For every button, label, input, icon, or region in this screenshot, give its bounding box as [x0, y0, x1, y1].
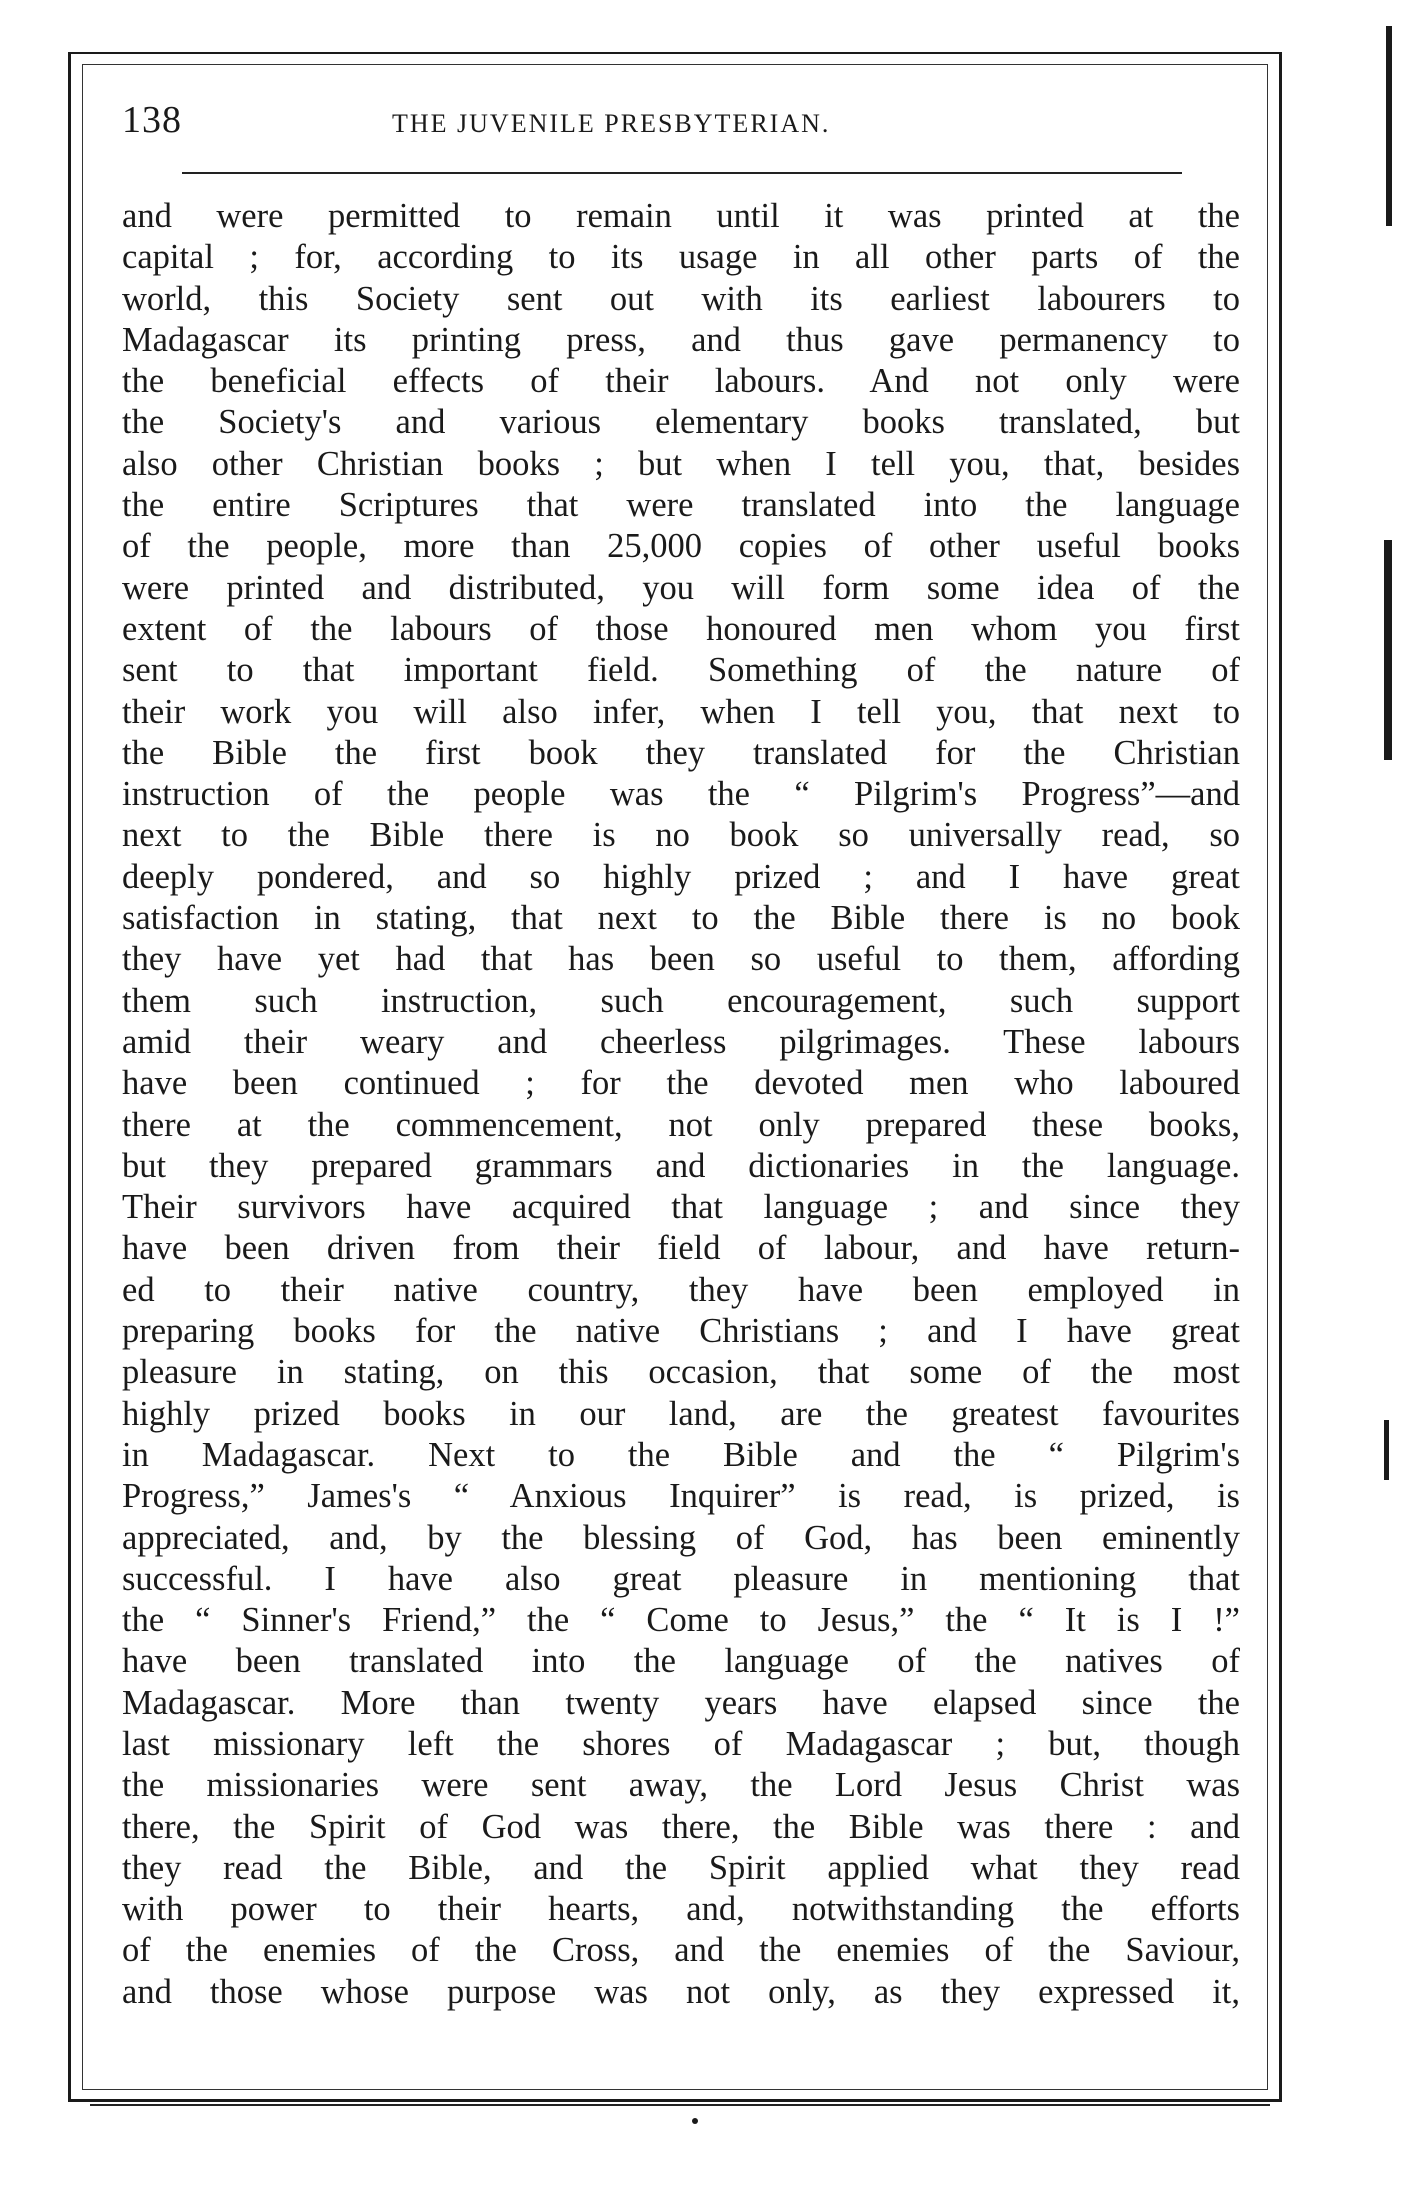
page-header: [122, 96, 1242, 156]
text-line: of the enemies of the Cross, and the enemies of the Saviour,: [122, 1931, 1240, 1970]
text-line: the “ Sinner's Friend,” the “ Come to Jesus,” the “ It is I !”: [122, 1601, 1240, 1640]
text-line: pleasure in stating, on this occasion, that some of the most: [122, 1353, 1240, 1392]
text-line: they read the Bible, and the Spirit applied what they read: [122, 1848, 1240, 1887]
text-line: last missionary left the shores of Madagascar ; but, though: [122, 1724, 1240, 1763]
text-line: also other Christian books ; but when I tell you, that, besides: [122, 444, 1240, 483]
text-line: the beneficial effects of their labours. And not only were: [122, 362, 1240, 401]
text-line: sent to that important field. Something of the nature of: [122, 651, 1240, 690]
text-line: preparing books for the native Christians ; and I have great: [122, 1312, 1240, 1351]
bottom-rule: [90, 2104, 1270, 2106]
text-line: there, the Spirit of God was there, the Bible was there : and: [122, 1807, 1240, 1846]
text-line: there at the commencement, not only prepared these books,: [122, 1105, 1240, 1144]
text-line: were printed and distributed, you will form some idea of the: [122, 568, 1240, 607]
text-line: world, this Society sent out with its earliest labourers to: [122, 279, 1240, 318]
text-line: but they prepared grammars and dictionaries in the language.: [122, 1146, 1240, 1185]
page-number: 138: [122, 99, 182, 141]
text-line: have been translated into the language of the natives of: [122, 1642, 1240, 1681]
text-line: capital ; for, according to its usage in all other parts of the: [122, 238, 1240, 277]
text-line: successful. I have also great pleasure in mentioning that: [122, 1559, 1240, 1598]
text-line: the Bible the first book they translated for the Christian: [122, 733, 1240, 772]
text-line: appreciated, and, by the blessing of God, has been eminently: [122, 1518, 1240, 1557]
text-line: Madagascar its printing press, and thus gave permanency to: [122, 320, 1240, 359]
text-line: deeply pondered, and so highly prized ; and I have great: [122, 857, 1240, 896]
scan-speck: [692, 2118, 698, 2124]
text-line: of the people, more than 25,000 copies of other useful books: [122, 527, 1240, 566]
text-line: extent of the labours of those honoured men whom you first: [122, 609, 1240, 648]
text-line: next to the Bible there is no book so universally read, so: [122, 816, 1240, 855]
text-line: them such instruction, such encouragement, such support: [122, 981, 1240, 1020]
text-line: their work you will also infer, when I tell you, that next to: [122, 692, 1240, 731]
scan-edge-mark: [1386, 26, 1392, 226]
text-line: with power to their hearts, and, notwithstanding the efforts: [122, 1890, 1240, 1929]
running-title: THE JUVENILE PRESBYTERIAN.: [392, 109, 831, 138]
text-line: have been continued ; for the devoted men who laboured: [122, 1064, 1240, 1103]
text-line: satisfaction in stating, that next to the Bible there is no book: [122, 899, 1240, 938]
text-line: the Society's and various elementary books translated, but: [122, 403, 1240, 442]
scan-edge-mark: [1384, 540, 1392, 760]
text-line: and were permitted to remain until it was printed at the: [122, 197, 1240, 235]
text-line: the missionaries were sent away, the Lord Jesus Christ was: [122, 1766, 1240, 1805]
article-body: [122, 196, 1240, 2013]
text-line: highly prized books in our land, are the greatest favourites: [122, 1394, 1240, 1433]
text-line: they have yet had that has been so useful to them, affording: [122, 940, 1240, 979]
scan-edge-mark: [1384, 1420, 1389, 1480]
text-line: amid their weary and cheerless pilgrimages. These labours: [122, 1022, 1240, 1061]
text-line: have been driven from their field of labour, and have return-: [122, 1229, 1240, 1268]
text-line: instruction of the people was the “ Pilgrim's Progress”—and: [122, 775, 1240, 814]
text-line: the entire Scriptures that were translated into the language: [122, 486, 1240, 525]
text-line: Madagascar. More than twenty years have elapsed since the: [122, 1683, 1240, 1722]
text-line: in Madagascar. Next to the Bible and the “ Pilgrim's: [122, 1435, 1240, 1474]
text-line: Their survivors have acquired that language ; and since they: [122, 1188, 1240, 1227]
text-line: Progress,” James's “ Anxious Inquirer” is read, is prized, is: [122, 1477, 1240, 1516]
text-line: ed to their native country, they have been employed in: [122, 1270, 1240, 1309]
text-line: and those whose purpose was not only, as they expressed it,: [122, 1972, 1240, 2011]
header-divider: [182, 172, 1182, 174]
